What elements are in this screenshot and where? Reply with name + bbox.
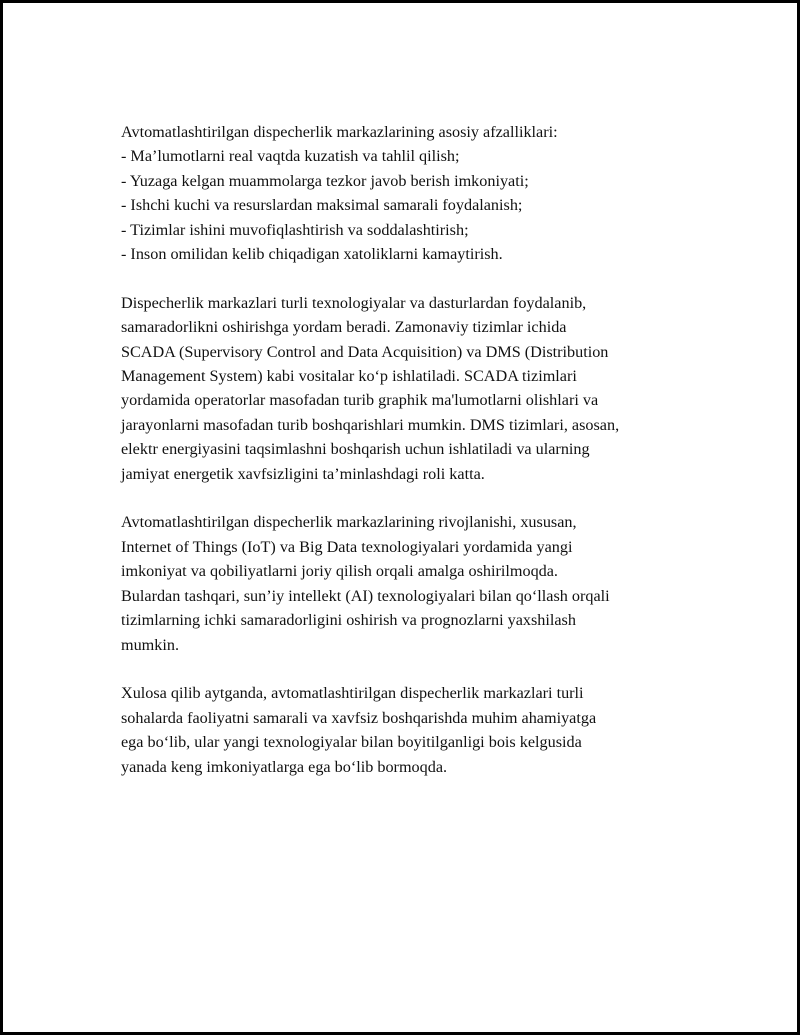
text-line: jarayonlarni masofadan turib boshqarishlari mumkin. DMS tizimlari, asosan, [121, 415, 620, 434]
text-line: yanada keng imkoniyatlarga ega bo‘lib bormoqda. [121, 757, 448, 776]
text-line: Xulosa qilib aytganda, avtomatlashtirilgan dispecherlik markazlari turli [121, 684, 584, 703]
text-line: samaradorlikni oshirishga yordam beradi. Zamonaviy tizimlar ichida [121, 318, 567, 337]
advantages-list-section [121, 120, 721, 266]
list-item: - Ma’lumotlarni real vaqtda kuzatish va tahlil qilish; [121, 147, 460, 166]
text-line: Management System) kabi vositalar ko‘p ishlatiladi. SCADA tizimlari [121, 367, 577, 386]
list-item: - Yuzaga kelgan muammolarga tezkor javob berish imkoniyati; [121, 171, 529, 190]
list-item: - Tizimlar ishini muvofiqlashtirish va soddalashtirish; [121, 220, 469, 239]
text-line: mumkin. [121, 635, 180, 654]
text-line: imkoniyat va qobiliyatlarni joriy qilish orqali amalga oshirilmoqda. [121, 562, 558, 581]
document-body [121, 120, 721, 779]
text-line: elektr energiyasini taqsimlashni boshqarish uchun ishlatiladi va ularning [121, 440, 590, 459]
text-line: Internet of Things (IoT) va Big Data texnologiyalari yordamida yangi [121, 537, 573, 556]
text-line: ega bo‘lib, ular yangi texnologiyalar bilan boyitilganligi bois kelgusida [121, 733, 582, 752]
paragraph-conclusion [121, 681, 721, 779]
list-heading: Avtomatlashtirilgan dispecherlik markazlarining asosiy afzalliklari: [121, 123, 558, 141]
text-line: sohalarda faoliyatni samarali va xavfsiz boshqarishda muhim ahamiyatga [121, 708, 597, 727]
text-line: yordamida operatorlar masofadan turib graphik ma'lumotlarni olishlari va [121, 391, 599, 410]
text-line: tizimlarning ichki samaradorligini oshirish va prognozlarni yaxshilash [121, 611, 576, 630]
text-line: SCADA (Supervisory Control and Data Acquisition) va DMS (Distribution [121, 342, 609, 361]
text-line: jamiyat energetik xavfsizligini ta’minlashdagi roli katta. [121, 464, 485, 483]
text-line: Dispecherlik markazlari turli texnologiyalar va dasturlardan foydalanib, [121, 293, 587, 312]
list-item: - Ishchi kuchi va resurslardan maksimal samarali foydalanish; [121, 196, 523, 215]
list-item: - Inson omilidan kelib chiqadigan xatoliklarni kamaytirish. [121, 245, 503, 264]
text-line: Avtomatlashtirilgan dispecherlik markazlarining rivojlanishi, xususan, [121, 513, 577, 532]
text-line: Bulardan tashqari, sun’iy intellekt (AI) texnologiyalari bilan qo‘llash orqali [121, 586, 610, 605]
paragraph-technologies [121, 291, 721, 486]
paragraph-development [121, 510, 721, 656]
